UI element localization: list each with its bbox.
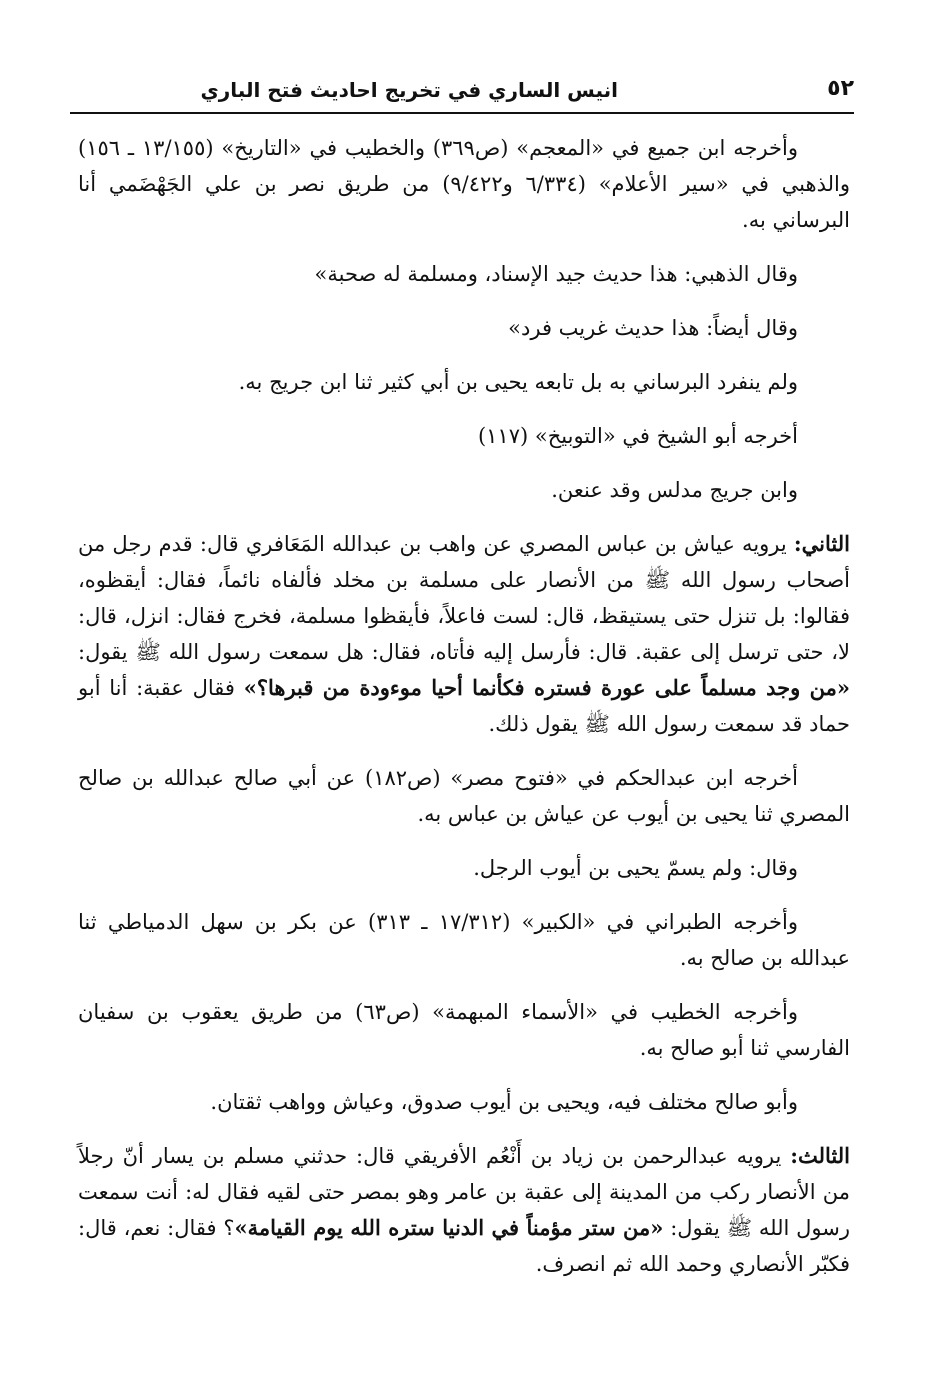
second-heading: الثاني: [793,531,850,556]
paragraph-third-narration [78,1138,850,1282]
paragraph-second-narration [78,526,850,742]
third-text-after: ؟ فقال: نعم، قال: فكبّر الأنصاري وحمد الله ثم انصرف. [78,1216,850,1276]
paragraph-dhahabi-also: وقال أيضاً: هذا حديث غريب فرد» [508,316,798,340]
book-title: انيس الساري في تخريج احاديث فتح الباري [200,78,618,102]
running-header [70,72,854,114]
page-body [78,130,850,1300]
paragraph-narrator-grading: وأبو صالح مختلف فيه، ويحيى بن أيوب صدوق، وعياش وواهب ثقتان. [210,1090,798,1114]
third-text-before: يرويه عبدالرحمن بن زياد بن أَنْعُم الأفريقي قال: حدثني مسلم بن يسار أنّ رجلاً من الأنصار ركب من المدينة إلى عقبة بن عامر وهو بمصر حتى لقيه فقال له: أنت سمعت رسول الله ﷺ يقول: [78,1144,850,1240]
second-text-after: فقال عقبة: أنا أبو حماد قد سمعت رسول الله ﷺ يقول ذلك. [78,676,850,736]
paragraph-ibn-abdulhakam: أخرجه ابن عبدالحكم في «فتوح مصر» (ص١٨٢) عن أبي صالح عبدالله بن صالح المصري ثنا يحيى بن أيوب عن عياش بن عباس به. [78,766,850,826]
paragraph-bursani-followed: ولم ينفرد البرساني به بل تابعه يحيى بن أبي كثير ثنا ابن جريج به. [238,370,798,394]
third-hadith-quote: «من ستر مؤمناً في الدنيا ستره الله يوم القيامة» [234,1215,664,1240]
paragraph-unnamed-man: وقال: ولم يسمّ يحيى بن أيوب الرجل. [473,856,798,880]
third-heading: الثالث: [790,1143,850,1168]
paragraph-ibn-jumay: وأخرجه ابن جميع في «المعجم» (ص٣٦٩) والخطيب في «التاريخ» (١٣/١٥٥ ـ ١٥٦) والذهبي في «سير الأعلام» (٦/٣٣٤ و٩/٤٢٢) من طريق نصر بن علي الجَهْضَمي أنا البرساني به. [78,136,850,232]
second-hadith-quote: «من وجد مسلماً على عورة فستره فكأنما أحيا موءودة من قبرها؟» [243,675,850,700]
paragraph-khatib: وأخرجه الخطيب في «الأسماء المبهمة» (ص٦٣) من طريق يعقوب بن سفيان الفارسي ثنا أبو صالح به. [78,1000,850,1060]
paragraph-abu-shaykh: أخرجه أبو الشيخ في «التوبيخ» (١١٧) [477,424,798,448]
paragraph-tabarani: وأخرجه الطبراني في «الكبير» (١٧/٣١٢ ـ ٣١٣) عن بكر بن سهل الدمياطي ثنا عبدالله بن صالح به. [78,910,850,970]
page-number: ٥٢ [827,76,854,101]
paragraph-ibn-jurayj: وابن جريج مدلس وقد عنعن. [551,478,798,502]
paragraph-dhahabi-quote: وقال الذهبي: هذا حديث جيد الإسناد، ومسلمة له صحبة» [314,262,798,286]
second-text-before: يرويه عياش بن عباس المصري عن واهب بن عبدالله المَعَافري قال: قدم رجل من أصحاب رسول الله ﷺ من الأنصار على مسلمة بن مخلد فألفاه نائماً، فقال: أيقظوه، فقالوا: بل تنزل حتى يستيقظ، قال: لست فاعلاً، فأيقظوا مسلمة، فخرج فقال: انزل، قال: لا، حتى ترسل إلى عقبة. قال: فأرسل إليه فأتاه، فقال: هل سمعت رسول الله ﷺ يقول: [78,532,850,664]
